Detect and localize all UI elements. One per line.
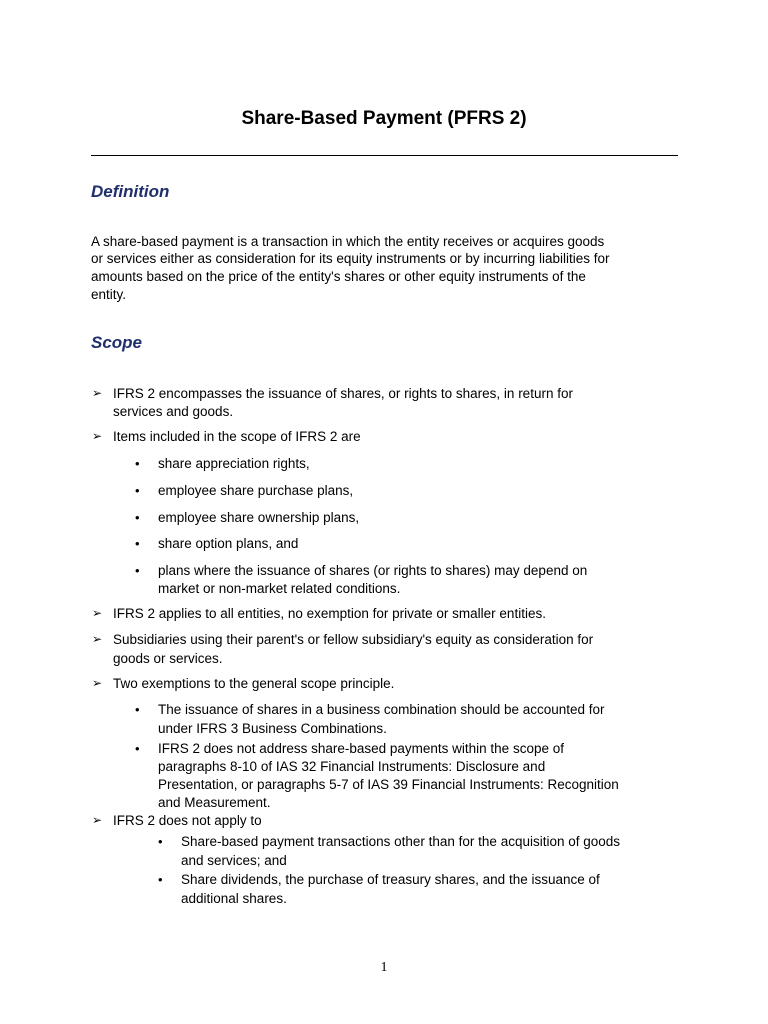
scope-item-text: IFRS 2 does not apply to — [113, 813, 262, 828]
title-divider — [91, 155, 678, 156]
arrow-bullet-icon: ➢ — [92, 429, 103, 443]
scope-item-text: goods or services. — [113, 651, 223, 666]
scope-subitem-text: Share-based payment transactions other than for the acquisition of goods — [181, 834, 621, 849]
section-heading-scope: Scope — [91, 333, 143, 352]
definition-text-line: amounts based on the price of the entity's shares or other equity instruments of the — [91, 269, 586, 284]
scope-subitem-text: IFRS 2 does not address share-based payments within the scope of — [158, 741, 564, 756]
document-title: Share-Based Payment (PFRS 2) — [241, 108, 527, 129]
dot-bullet-icon: • — [158, 872, 163, 887]
dot-bullet-icon: • — [135, 456, 140, 471]
definition-text-line: A share-based payment is a transaction in which the entity receives or acquires goods — [91, 234, 605, 249]
scope-item-text: Items included in the scope of IFRS 2 are — [113, 429, 361, 444]
scope-item-text: Subsidiaries using their parent's or fellow subsidiary's equity as consideration for — [113, 632, 594, 647]
page-number: 1 — [380, 960, 388, 975]
arrow-bullet-icon: ➢ — [92, 606, 103, 620]
definition-text-line: or services either as consideration for its equity instruments or by incurring liabilities for — [91, 251, 610, 266]
scope-subitem-text: employee share purchase plans, — [158, 483, 354, 498]
dot-bullet-icon: • — [135, 483, 140, 498]
scope-subitem-text: and services; and — [181, 853, 287, 868]
scope-subitem-text: Share dividends, the purchase of treasury shares, and the issuance of — [181, 872, 600, 887]
scope-subitem-text: paragraphs 8-10 of IAS 32 Financial Instruments: Disclosure and — [158, 759, 546, 774]
scope-subitem-text: plans where the issuance of shares (or rights to shares) may depend on — [158, 563, 588, 578]
dot-bullet-icon: • — [135, 510, 140, 525]
scope-item-text: Two exemptions to the general scope principle. — [113, 676, 395, 691]
scope-subitem-text: and Measurement. — [158, 795, 271, 810]
scope-subitem-text: Presentation, or paragraphs 5-7 of IAS 39 Financial Instruments: Recognition — [158, 777, 619, 792]
scope-subitem-text: share option plans, and — [158, 536, 299, 551]
scope-subitem-text: market or non-market related conditions. — [158, 581, 401, 596]
arrow-bullet-icon: ➢ — [92, 813, 103, 827]
scope-item-text: IFRS 2 encompasses the issuance of shares, or rights to shares, in return for — [113, 386, 573, 401]
scope-subitem-text: additional shares. — [181, 891, 287, 906]
section-heading-definition: Definition — [91, 182, 170, 201]
definition-text-line: entity. — [91, 287, 127, 302]
arrow-bullet-icon: ➢ — [92, 632, 103, 646]
dot-bullet-icon: • — [135, 741, 140, 756]
scope-subitem-text: under IFRS 3 Business Combinations. — [158, 721, 387, 736]
arrow-bullet-icon: ➢ — [92, 676, 103, 690]
dot-bullet-icon: • — [158, 834, 163, 849]
scope-subitem-text: The issuance of shares in a business combination should be accounted for — [158, 702, 605, 717]
scope-subitem-text: employee share ownership plans, — [158, 510, 360, 525]
scope-subitem-text: share appreciation rights, — [158, 456, 310, 471]
dot-bullet-icon: • — [135, 536, 140, 551]
dot-bullet-icon: • — [135, 702, 140, 717]
scope-item-text: IFRS 2 applies to all entities, no exemption for private or smaller entities. — [113, 606, 546, 621]
arrow-bullet-icon: ➢ — [92, 386, 103, 400]
dot-bullet-icon: • — [135, 563, 140, 578]
scope-item-text: services and goods. — [113, 404, 234, 419]
